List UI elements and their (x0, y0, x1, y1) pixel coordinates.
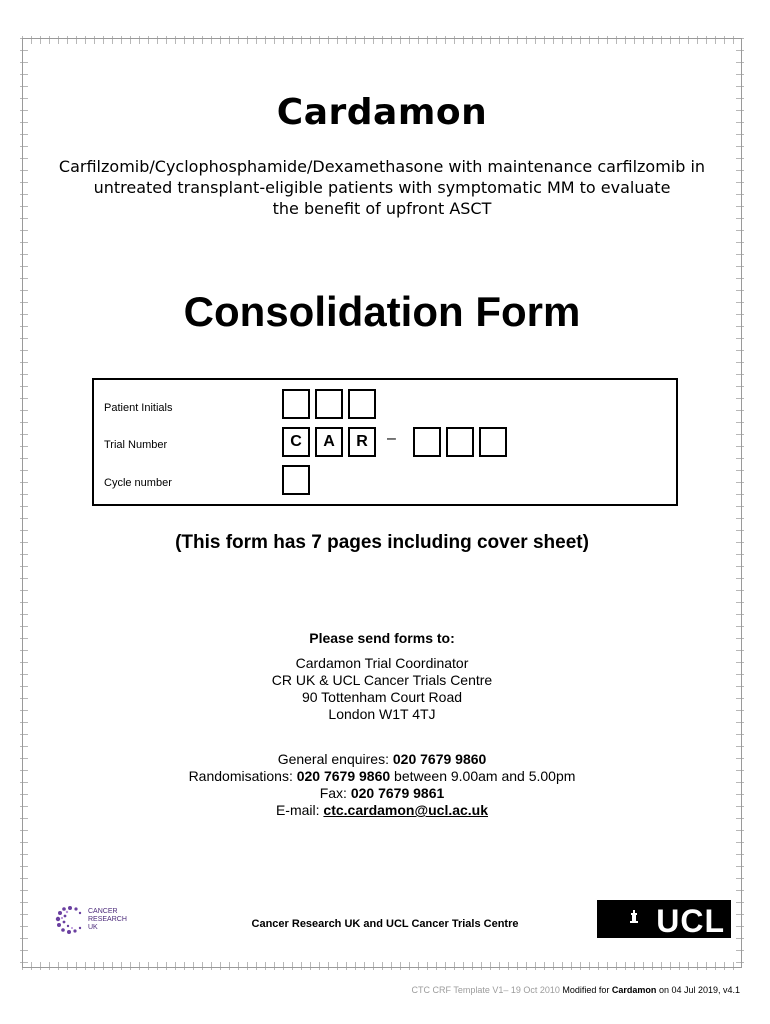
subtitle-line: Carfilzomib/Cyclophosphamide/Dexamethasone with maintenance carfilzomib in (58, 157, 706, 176)
contacts-block (22, 751, 742, 819)
address-line: Cardamon Trial Coordinator (295, 655, 469, 671)
trial-number-dash: – (387, 430, 396, 447)
address-line: CR UK & UCL Cancer Trials Centre (271, 672, 493, 688)
general-enquiries (22, 751, 742, 768)
form-title: Consolidation Form (183, 288, 581, 335)
patient-initials-label: Patient Initials (104, 402, 173, 414)
version-date: on 04 Jul 2019, v4.1 (656, 985, 740, 995)
cycle-number-label: Cycle number (104, 477, 172, 489)
cruk-line: RESEARCH (88, 916, 127, 923)
random-number: 020 7679 9860 (296, 768, 391, 784)
trial-prefix-cell: R (348, 427, 376, 457)
subtitle-line: the benefit of upfront ASCT (272, 199, 492, 218)
random-label: Randomisations: (188, 768, 297, 784)
trial-subtitle (22, 156, 742, 219)
patient-initials-cell[interactable] (282, 389, 310, 419)
general-number: 020 7679 9860 (392, 751, 487, 767)
version-note (411, 985, 740, 995)
randomisations (22, 768, 742, 785)
email-label: E-mail: (275, 802, 324, 818)
ucl-logo (597, 900, 731, 938)
trial-prefix-cell: A (315, 427, 343, 457)
patient-initials-cell[interactable] (348, 389, 376, 419)
ucl-wordmark: UCL (656, 903, 725, 939)
send-forms-heading: Please send forms to: (309, 630, 455, 646)
fax-label: Fax: (319, 785, 351, 801)
ucl-crest-icon (629, 910, 639, 924)
fax (22, 785, 742, 802)
cycle-number-cell[interactable] (282, 465, 310, 495)
trial-number-cell[interactable] (413, 427, 441, 457)
cruk-line: CANCER (88, 908, 118, 915)
identification-box (92, 378, 678, 506)
footer-centre-text: Cancer Research UK and UCL Cancer Trials Centre (251, 918, 519, 930)
cover-note: (This form has 7 pages including cover sheet) (175, 532, 589, 553)
fax-number: 020 7679 9861 (350, 785, 445, 801)
patient-initials-cell[interactable] (315, 389, 343, 419)
address-line: London W1T 4TJ (328, 706, 436, 722)
address-line: 90 Tottenham Court Road (301, 689, 463, 705)
address-block (22, 655, 742, 723)
email-link[interactable]: ctc.cardamon@ucl.ac.uk (323, 802, 489, 818)
cruk-line: UK (88, 924, 98, 931)
email (22, 802, 742, 819)
random-hours: between 9.00am and 5.00pm (390, 768, 576, 784)
trial-number-label: Trial Number (104, 439, 168, 451)
general-label: General enquires: (277, 751, 393, 767)
version-modified: Modified for (562, 985, 612, 995)
subtitle-line: untreated transplant-eligible patients with symptomatic MM to evaluate (93, 178, 671, 197)
trial-prefix-cell: C (282, 427, 310, 457)
trial-number-cell[interactable] (446, 427, 474, 457)
version-template: CTC CRF Template V1– 19 Oct 2010 (411, 985, 563, 995)
trial-number-cell[interactable] (479, 427, 507, 457)
trial-title: Cardamon (276, 92, 488, 133)
version-project: Cardamon (611, 985, 657, 995)
